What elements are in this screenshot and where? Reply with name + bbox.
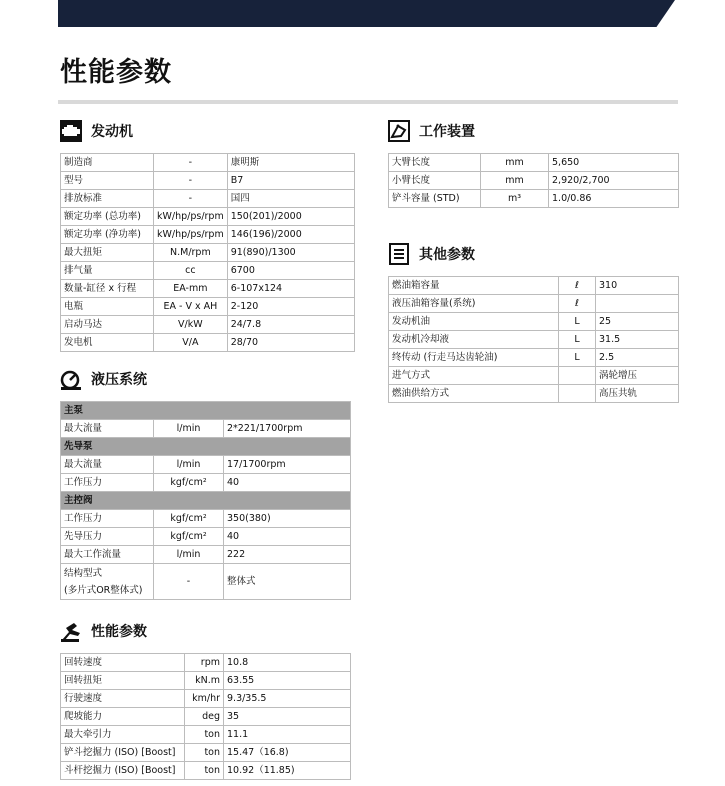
- row-label: 型号: [61, 172, 154, 190]
- row-unit: mm: [481, 154, 549, 172]
- row-label: 铲斗挖掘力 (ISO) [Boost]: [61, 744, 185, 762]
- row-label: 最大扭矩: [61, 244, 154, 262]
- table-row: [61, 672, 351, 690]
- other-title: 其他参数: [419, 247, 475, 263]
- table-row: [61, 528, 351, 546]
- row-unit: kW/hp/ps/rpm: [154, 208, 228, 226]
- row-unit: L: [559, 313, 596, 331]
- row-unit: L: [559, 349, 596, 367]
- row-value: 28/70: [227, 334, 354, 352]
- row-unit: deg: [185, 708, 224, 726]
- row-value: 35: [224, 708, 351, 726]
- row-label: 启动马达: [61, 316, 154, 334]
- row-unit: -: [154, 190, 228, 208]
- row-value: 40: [224, 474, 351, 492]
- row-value: 高压共轨: [596, 385, 679, 403]
- row-label: 排放标准: [61, 190, 154, 208]
- row-label: 制造商: [61, 154, 154, 172]
- row-unit: V/kW: [154, 316, 228, 334]
- table-subheader: [61, 402, 351, 420]
- row-label: 电瓶: [61, 298, 154, 316]
- table-row: [61, 226, 355, 244]
- subheader-label: 先导泵: [61, 438, 351, 456]
- row-value: 40: [224, 528, 351, 546]
- row-value: 222: [224, 546, 351, 564]
- row-label: 工作压力: [61, 510, 154, 528]
- row-label-line1: 结构型式: [64, 567, 103, 579]
- row-label: 进气方式: [389, 367, 559, 385]
- row-value: 2,920/2,700: [549, 172, 679, 190]
- table-subheader: [61, 492, 351, 510]
- table-row: [61, 744, 351, 762]
- row-label: 额定功率 (总功率): [61, 208, 154, 226]
- row-label: 发动机油: [389, 313, 559, 331]
- engine-icon: [60, 120, 82, 142]
- row-value: 150(201)/2000: [227, 208, 354, 226]
- other-section: [388, 241, 679, 403]
- work-device-icon: [388, 120, 410, 142]
- hydraulic-title: 液压系统: [91, 372, 147, 388]
- row-label: 大臂长度: [389, 154, 481, 172]
- work-device-title: 工作装置: [419, 124, 475, 140]
- row-label: 工作压力: [61, 474, 154, 492]
- row-label: 回转扭矩: [61, 672, 185, 690]
- table-row: [61, 280, 355, 298]
- row-unit: ℓ: [559, 277, 596, 295]
- row-unit: cc: [154, 262, 228, 280]
- row-unit: km/hr: [185, 690, 224, 708]
- row-label: 最大流量: [61, 456, 154, 474]
- table-subheader: [61, 438, 351, 456]
- performance-section: [60, 618, 351, 780]
- table-row: [389, 313, 679, 331]
- row-unit: [559, 367, 596, 385]
- table-row: [61, 456, 351, 474]
- row-unit: [559, 385, 596, 403]
- row-value: 5,650: [549, 154, 679, 172]
- row-label: [61, 564, 154, 600]
- row-value: B7: [227, 172, 354, 190]
- row-unit: ton: [185, 726, 224, 744]
- table-row: [389, 331, 679, 349]
- row-label: 数量-缸径 x 行程: [61, 280, 154, 298]
- table-row: [389, 190, 679, 208]
- row-value: 9.3/35.5: [224, 690, 351, 708]
- table-row: [389, 277, 679, 295]
- excavator-icon: [60, 620, 82, 642]
- row-value: 1.0/0.86: [549, 190, 679, 208]
- engine-table: [60, 153, 355, 352]
- table-row: [61, 208, 355, 226]
- table-row: [61, 316, 355, 334]
- engine-title: 发动机: [91, 124, 133, 140]
- row-value: 6700: [227, 262, 354, 280]
- row-unit: -: [154, 154, 228, 172]
- hydraulic-gauge-icon: [60, 368, 82, 390]
- row-value: 31.5: [596, 331, 679, 349]
- row-value: 63.55: [224, 672, 351, 690]
- row-value: 涡轮增压: [596, 367, 679, 385]
- row-value: [596, 295, 679, 313]
- row-value: 350(380): [224, 510, 351, 528]
- hydraulic-table: [60, 401, 351, 600]
- row-unit: -: [154, 564, 224, 600]
- table-row: [61, 726, 351, 744]
- table-row: [61, 546, 351, 564]
- table-row: [61, 762, 351, 780]
- table-row: [61, 172, 355, 190]
- row-label: 燃油供给方式: [389, 385, 559, 403]
- row-label: 斗杆挖掘力 (ISO) [Boost]: [61, 762, 185, 780]
- table-row: [61, 708, 351, 726]
- row-unit: ℓ: [559, 295, 596, 313]
- row-label: 先导压力: [61, 528, 154, 546]
- work-device-table: [388, 153, 679, 208]
- table-row: [389, 154, 679, 172]
- table-row: [389, 349, 679, 367]
- row-label: 终传动 (行走马达齿轮油): [389, 349, 559, 367]
- table-row: [61, 690, 351, 708]
- row-label: 发动机冷却液: [389, 331, 559, 349]
- row-value: 10.8: [224, 654, 351, 672]
- table-row: [61, 510, 351, 528]
- row-label: 小臂长度: [389, 172, 481, 190]
- row-value: 11.1: [224, 726, 351, 744]
- work-device-section: [388, 118, 679, 208]
- hydraulic-section: [60, 366, 351, 600]
- row-label: 回转速度: [61, 654, 185, 672]
- table-row: [61, 154, 355, 172]
- table-row: [61, 298, 355, 316]
- row-label: 排气量: [61, 262, 154, 280]
- document-icon: [388, 243, 410, 265]
- row-value: 310: [596, 277, 679, 295]
- row-label: 最大流量: [61, 420, 154, 438]
- row-label: 最大牵引力: [61, 726, 185, 744]
- row-unit: kgf/cm²: [154, 510, 224, 528]
- row-value: 2*221/1700rpm: [224, 420, 351, 438]
- row-label: 行驶速度: [61, 690, 185, 708]
- row-unit: N.M/rpm: [154, 244, 228, 262]
- row-unit: EA - V x AH: [154, 298, 228, 316]
- row-label: 燃油箱容量: [389, 277, 559, 295]
- other-table: [388, 276, 679, 403]
- table-row: [61, 654, 351, 672]
- table-row: [61, 334, 355, 352]
- row-value: 整体式: [224, 564, 351, 600]
- table-row: [61, 420, 351, 438]
- table-row: [389, 385, 679, 403]
- row-value: 15.47（16.8): [224, 744, 351, 762]
- row-unit: l/min: [154, 420, 224, 438]
- table-row: [389, 295, 679, 313]
- title-divider: [58, 100, 678, 104]
- row-unit: mm: [481, 172, 549, 190]
- row-label: 爬坡能力: [61, 708, 185, 726]
- row-label: 发电机: [61, 334, 154, 352]
- row-unit: L: [559, 331, 596, 349]
- row-value: 2.5: [596, 349, 679, 367]
- row-label: 最大工作流量: [61, 546, 154, 564]
- row-value: 146(196)/2000: [227, 226, 354, 244]
- row-value: 25: [596, 313, 679, 331]
- subheader-label: 主泵: [61, 402, 351, 420]
- row-label: 铲斗容量 (STD): [389, 190, 481, 208]
- row-value: 2-120: [227, 298, 354, 316]
- table-row: [61, 564, 351, 600]
- row-value: 24/7.8: [227, 316, 354, 334]
- row-label-line2: (多片式OR整体式): [64, 584, 143, 596]
- row-unit: -: [154, 172, 228, 190]
- row-unit: kgf/cm²: [154, 528, 224, 546]
- table-row: [61, 474, 351, 492]
- engine-section: [60, 118, 355, 352]
- row-unit: m³: [481, 190, 549, 208]
- table-row: [389, 367, 679, 385]
- row-unit: l/min: [154, 546, 224, 564]
- row-unit: rpm: [185, 654, 224, 672]
- row-unit: kN.m: [185, 672, 224, 690]
- row-unit: V/A: [154, 334, 228, 352]
- table-row: [61, 244, 355, 262]
- row-value: 国四: [227, 190, 354, 208]
- row-unit: kW/hp/ps/rpm: [154, 226, 228, 244]
- row-unit: ton: [185, 762, 224, 780]
- table-row: [61, 190, 355, 208]
- row-unit: EA-mm: [154, 280, 228, 298]
- row-value: 10.92（11.85): [224, 762, 351, 780]
- row-value: 康明斯: [227, 154, 354, 172]
- table-row: [61, 262, 355, 280]
- row-value: 91(890)/1300: [227, 244, 354, 262]
- subheader-label: 主控阀: [61, 492, 351, 510]
- row-unit: kgf/cm²: [154, 474, 224, 492]
- row-unit: l/min: [154, 456, 224, 474]
- row-label: 额定功率 (净功率): [61, 226, 154, 244]
- performance-title: 性能参数: [91, 624, 147, 640]
- row-value: 17/1700rpm: [224, 456, 351, 474]
- row-unit: ton: [185, 744, 224, 762]
- page-title: 性能参数: [60, 57, 172, 88]
- row-value: 6-107x124: [227, 280, 354, 298]
- table-row: [389, 172, 679, 190]
- row-label: 液压油箱容量(系统): [389, 295, 559, 313]
- top-banner: [58, 0, 675, 27]
- performance-table: [60, 653, 351, 780]
